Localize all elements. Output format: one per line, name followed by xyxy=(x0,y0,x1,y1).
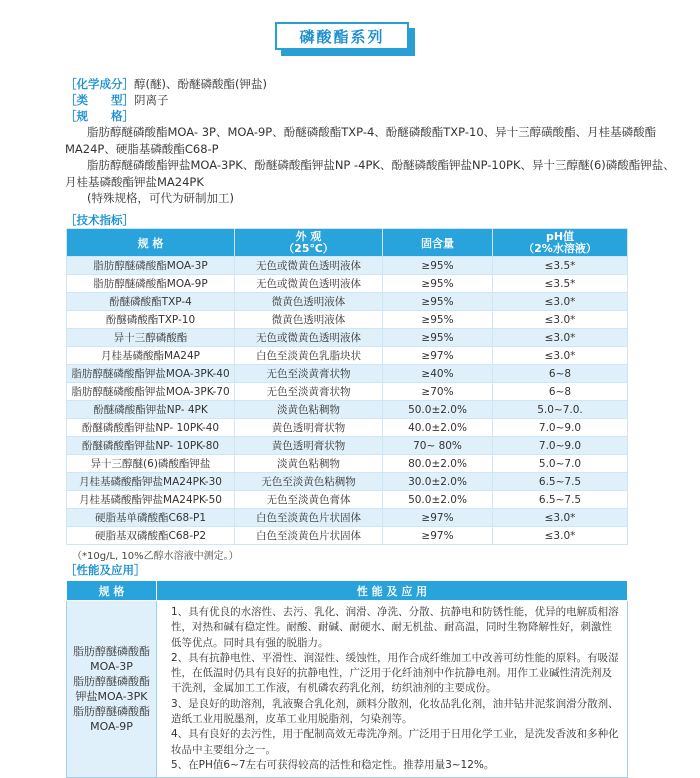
spec-appearance-cell: 无色至淡黄色粘稠物 xyxy=(235,473,383,491)
product-name-line: MOA-3P xyxy=(90,660,133,674)
spec-row xyxy=(65,108,685,124)
spec-table-row xyxy=(67,509,628,527)
spec-table-row xyxy=(67,329,628,347)
spec-name-cell: 酚醚磷酸酯钾盐NP- 4PK xyxy=(67,401,235,419)
spec-appearance-cell: 黄色透明膏状物 xyxy=(235,437,383,455)
spec-ph-cell: 7.0~9.0 xyxy=(493,419,628,437)
spec-solid-cell: 80.0±2.0% xyxy=(383,455,493,473)
spec-table-row xyxy=(67,491,628,509)
spec-solid-cell: ≥95% xyxy=(383,257,493,275)
type-value: 阴离子 xyxy=(134,93,169,107)
spec-table-row xyxy=(67,455,628,473)
spec-name-cell: 月桂基磷酸酯钾盐MA24PK-50 xyxy=(67,491,235,509)
header-appearance-title: 外 观 xyxy=(295,229,322,243)
spec-appearance-cell: 微黄色透明液体 xyxy=(235,311,383,329)
spec-appearance-cell: 无色或微黄色透明液体 xyxy=(235,329,383,347)
spec-table-header xyxy=(67,229,628,257)
spec-name-cell: 硬脂基双磷酸酯C68-P2 xyxy=(67,527,235,545)
header-appearance-sub: （25℃） xyxy=(283,241,334,255)
spec-solid-cell: ≥97% xyxy=(383,527,493,545)
header-ph xyxy=(493,229,628,257)
spec-solid-cell: 50.0±2.0% xyxy=(383,491,493,509)
spec-solid-cell: ≥70% xyxy=(383,383,493,401)
spec-ph-cell: ≤3.0* xyxy=(493,293,628,311)
performance-item: 2、具有抗静电性、平滑性、润湿性、缓蚀性，用作合成纤维加工中改善可纺性能的原料。有吸湿性，在低温时仍具有良好的抗静电性，广泛用于化纤油剂中作抗静电剂。用作工业碱性清洗剂及干洗剂，金属加工工作液，有机磷农药乳化剂，纺织油剂的主要成份。 xyxy=(171,651,619,695)
spec-name-cell: 脂肪醇醚磷酸酯MOA-9P xyxy=(67,275,235,293)
header-ph-title: pH值 xyxy=(545,229,575,243)
spec-table-row xyxy=(67,293,628,311)
spec-name-cell: 脂肪醇醚磷酸酯钾盐MOA-3PK-70 xyxy=(67,383,235,401)
spec-paragraph-2: 脂肪醇醚磷酸酯钾盐MOA-3PK、酚醚磷酸酯钾盐NP -4PK、酚醚磷酸酯钾盐NP-10PK、异十三醇醚(6)磷酸酯钾盐、月桂基磷酸酯钾盐MA24PK xyxy=(65,158,675,189)
spec-ph-cell: ≤3.5* xyxy=(493,257,628,275)
spec-solid-cell: 40.0±2.0% xyxy=(383,419,493,437)
spec-table-row xyxy=(67,365,628,383)
spec-ph-cell: 6~8 xyxy=(493,383,628,401)
application-table-header xyxy=(67,581,628,601)
product-name-line: 钾盐MOA-3PK xyxy=(75,690,148,704)
spec-table-row xyxy=(67,347,628,365)
spec-ph-cell: 6.5~7.5 xyxy=(493,491,628,509)
spec-table-row xyxy=(67,401,628,419)
app-header-performance: 性 能 及 应 用 xyxy=(157,581,628,601)
product-name-line: 脂肪醇醚磷酸酯 xyxy=(73,645,150,659)
performance-item: 3、是良好的助溶剂，乳液聚合乳化剂，颜料分散剂，化妆品乳化剂，油井钻井泥浆润滑分散剂、造纸工业用脱墨剂，皮革工业用脱脂剂，匀染剂等。 xyxy=(171,697,619,726)
spec-name-cell: 酚醚磷酸酯钾盐NP- 10PK-80 xyxy=(67,437,235,455)
spec-name-cell: 硬脂基单磷酸酯C68-P1 xyxy=(67,509,235,527)
spec-appearance-cell: 微黄色透明液体 xyxy=(235,293,383,311)
product-info xyxy=(65,76,685,206)
spec-solid-cell: ≥97% xyxy=(383,347,493,365)
spec-appearance-cell: 白色至淡黄色片状固体 xyxy=(235,527,383,545)
spec-ph-cell: ≤3.0* xyxy=(493,311,628,329)
footnote: （*10g/L, 10%乙醇水溶液中测定。） xyxy=(72,551,239,562)
spec-ph-cell: 6.5~7.5 xyxy=(493,473,628,491)
spec-solid-cell: 70~ 80% xyxy=(383,437,493,455)
spec-appearance-cell: 无色或微黄色透明液体 xyxy=(235,275,383,293)
application-performance-list xyxy=(157,601,628,778)
spec-solid-cell: 30.0±2.0% xyxy=(383,473,493,491)
spec-table-row xyxy=(67,527,628,545)
application-row xyxy=(67,601,628,778)
spec-ph-cell: ≤3.0* xyxy=(493,509,628,527)
header-solid: 固含量 xyxy=(383,229,493,257)
spec-name-cell: 酚醚磷酸酯TXP-10 xyxy=(67,311,235,329)
product-name-line: 脂肪醇醚磷酸酯 xyxy=(73,705,150,719)
page-title: 磷酸酯系列 xyxy=(275,22,409,50)
composition-row xyxy=(65,76,685,92)
spec-note: (特殊规格，可代为研制加工) xyxy=(87,191,234,205)
type-label: ［类 型］ xyxy=(65,93,134,107)
performance-item: 1、具有优良的水溶性、去污、乳化、润滑、净洗、分散、抗静电和防锈性能，优异的电解质相溶性，对热和碱有稳定性。耐酸、耐碱、耐硬水、耐无机盐、耐高温，同时生物降解性好，刺激性低等优点。同时具有强的脱脂力。 xyxy=(171,606,619,649)
spec-name-cell: 酚醚磷酸酯TXP-4 xyxy=(67,293,235,311)
spec-table-body xyxy=(67,257,628,545)
spec-appearance-cell: 淡黄色粘稠物 xyxy=(235,455,383,473)
performance-item: 5、在PH值6~7左右可获得较高的活性和稳定性。推荐用量3~12%。 xyxy=(171,758,495,771)
spec-ph-cell: 7.0~9.0 xyxy=(493,437,628,455)
spec-table xyxy=(66,228,628,545)
spec-name-cell: 脂肪醇醚磷酸酯MOA-3P xyxy=(67,257,235,275)
composition-label: ［化学成分］ xyxy=(65,77,134,91)
spec-label: ［规 格］ xyxy=(65,109,134,123)
spec-name-cell: 月桂基磷酸酯MA24P xyxy=(67,347,235,365)
spec-table-row xyxy=(67,437,628,455)
performance-item: 4、具有良好的去污性，用于配制高效无毒洗净剂。广泛用于日用化学工业，是洗发香波和多种化妆品中主要组分之一。 xyxy=(171,728,619,756)
spec-appearance-cell: 白色至淡黄色乳脂块状 xyxy=(235,347,383,365)
spec-name-cell: 月桂基磷酸酯钾盐MA24PK-30 xyxy=(67,473,235,491)
tech-spec-label: ［技术指标］ xyxy=(65,213,134,227)
product-name-line: 脂肪醇醚磷酸酯 xyxy=(73,675,150,689)
header-appearance xyxy=(235,229,383,257)
header-name: 规 格 xyxy=(67,229,235,257)
spec-appearance-cell: 无色至淡黄色膏体 xyxy=(235,491,383,509)
spec-appearance-cell: 黄色透明膏状物 xyxy=(235,419,383,437)
application-table xyxy=(66,580,628,778)
spec-ph-cell: ≤3.0* xyxy=(493,347,628,365)
spec-table-row xyxy=(67,311,628,329)
composition-value: 醇(醚)、酚醚磷酸酯(钾盐) xyxy=(134,77,267,91)
application-product-names xyxy=(67,601,157,778)
spec-ph-cell: ≤3.0* xyxy=(493,329,628,347)
performance-label: ［性能及应用］ xyxy=(65,563,146,577)
page-title-block xyxy=(275,22,415,56)
spec-table-row xyxy=(67,419,628,437)
spec-table-row xyxy=(67,383,628,401)
spec-appearance-cell: 淡黄色粘稠物 xyxy=(235,401,383,419)
spec-appearance-cell: 无色或微黄色透明液体 xyxy=(235,257,383,275)
spec-appearance-cell: 无色至淡黄膏状物 xyxy=(235,383,383,401)
spec-name-cell: 脂肪醇醚磷酸酯钾盐MOA-3PK-40 xyxy=(67,365,235,383)
spec-ph-cell: 5.0~7.0. xyxy=(493,401,628,419)
product-name-line: MOA-9P xyxy=(90,720,133,734)
type-row xyxy=(65,92,685,108)
spec-solid-cell: ≥95% xyxy=(383,293,493,311)
header-ph-sub: （2%水溶液） xyxy=(523,241,597,255)
spec-appearance-cell: 无色至淡黄膏状物 xyxy=(235,365,383,383)
app-header-name: 规 格 xyxy=(67,581,157,601)
spec-solid-cell: ≥95% xyxy=(383,275,493,293)
spec-solid-cell: ≥95% xyxy=(383,311,493,329)
spec-solid-cell: ≥40% xyxy=(383,365,493,383)
spec-solid-cell: 50.0±2.0% xyxy=(383,401,493,419)
spec-ph-cell: 6~8 xyxy=(493,365,628,383)
spec-table-row xyxy=(67,275,628,293)
spec-ph-cell: ≤3.5* xyxy=(493,275,628,293)
spec-name-cell: 酚醚磷酸酯钾盐NP- 10PK-40 xyxy=(67,419,235,437)
spec-name-cell: 异十三醇醚(6)磷酸酯钾盐 xyxy=(67,455,235,473)
spec-solid-cell: ≥95% xyxy=(383,329,493,347)
spec-ph-cell: 5.0~7.0 xyxy=(493,455,628,473)
spec-solid-cell: ≥97% xyxy=(383,509,493,527)
spec-ph-cell: ≤3.0* xyxy=(493,527,628,545)
spec-name-cell: 异十三醇磷酸酯 xyxy=(67,329,235,347)
spec-table-row xyxy=(67,473,628,491)
spec-paragraph-1: 脂肪醇醚磷酸酯MOA- 3P、MOA-9P、酚醚磷酸酯TXP-4、酚醚磷酸酯TXP-10、异十三醇磺酸酯、月桂基磷酸酯MA24P、硬脂基磷酸酯C68-P xyxy=(65,125,657,156)
spec-appearance-cell: 白色至淡黄色片状固体 xyxy=(235,509,383,527)
spec-table-row xyxy=(67,257,628,275)
